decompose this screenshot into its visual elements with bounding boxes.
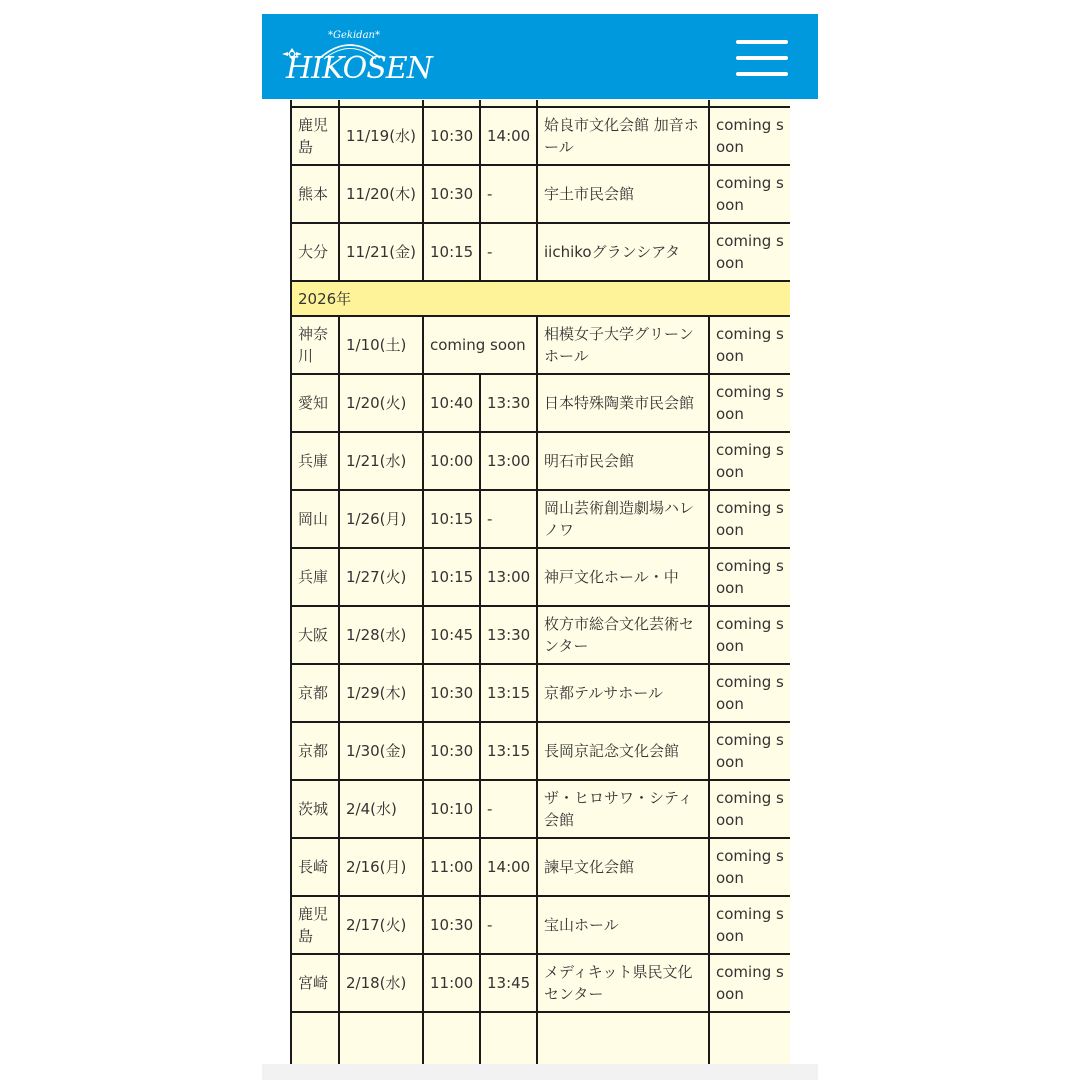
status-cell: coming soon — [709, 316, 790, 374]
time-1-cell: 10:00 — [423, 432, 480, 490]
prefecture-cell: 京都 — [291, 664, 339, 722]
menu-bar-bottom — [736, 72, 788, 76]
venue-cell: iichikoグランシアタ — [537, 223, 709, 281]
year-header-row — [291, 281, 790, 316]
table-cell — [291, 1012, 339, 1064]
time-2-cell: 13:15 — [480, 664, 537, 722]
table-row — [291, 165, 790, 223]
hamburger-menu-icon — [736, 40, 788, 44]
date-cell: 2/4(水) — [339, 780, 423, 838]
status-cell: coming soon — [709, 780, 790, 838]
table-row — [291, 664, 790, 722]
date-cell: 1/29(木) — [339, 664, 423, 722]
status-cell: coming soon — [709, 107, 790, 165]
time-2-cell: 13:00 — [480, 432, 537, 490]
time-1-cell: 11:00 — [423, 838, 480, 896]
venue-cell: 岡山芸術創造劇場ハレノワ — [537, 490, 709, 548]
venue-cell: 神戸文化ホール・中 — [537, 548, 709, 606]
prefecture-cell: 鹿児島 — [291, 896, 339, 954]
time-1-cell: 10:15 — [423, 223, 480, 281]
time-2-cell: 13:15 — [480, 722, 537, 780]
table-row — [291, 954, 790, 1012]
time-2-cell: 13:30 — [480, 374, 537, 432]
time-1-cell: 10:30 — [423, 896, 480, 954]
time-2-cell: 13:45 — [480, 954, 537, 1012]
time-2-cell: - — [480, 165, 537, 223]
date-cell: 11/19(水) — [339, 107, 423, 165]
time-1-cell: 10:15 — [423, 548, 480, 606]
venue-cell: 明石市民会館 — [537, 432, 709, 490]
table-cell — [537, 100, 709, 107]
status-cell: coming soon — [709, 374, 790, 432]
venue-cell: 日本特殊陶業市民会館 — [537, 374, 709, 432]
venue-cell: ザ・ヒロサワ・シティ会館 — [537, 780, 709, 838]
time-1-cell: 11:00 — [423, 954, 480, 1012]
status-cell: coming soon — [709, 664, 790, 722]
date-cell: 2/17(火) — [339, 896, 423, 954]
time-2-cell: - — [480, 490, 537, 548]
table-cell — [480, 1012, 537, 1064]
prefecture-cell: 京都 — [291, 722, 339, 780]
table-row — [291, 316, 790, 374]
status-cell: coming soon — [709, 165, 790, 223]
table-cell — [709, 1012, 790, 1064]
date-cell: 11/21(金) — [339, 223, 423, 281]
time-1-cell: 10:30 — [423, 722, 480, 780]
table-row — [291, 490, 790, 548]
table-row — [291, 432, 790, 490]
time-2-cell: 14:00 — [480, 107, 537, 165]
date-cell: 1/30(金) — [339, 722, 423, 780]
table-cell — [537, 1012, 709, 1064]
date-cell: 11/20(木) — [339, 165, 423, 223]
time-cell-merged: coming soon — [423, 316, 537, 374]
table-cell — [709, 100, 790, 107]
table-cell — [480, 100, 537, 107]
time-2-cell: - — [480, 896, 537, 954]
venue-cell: 相模女子大学グリーンホール — [537, 316, 709, 374]
table-cell — [339, 100, 423, 107]
phone-screen — [262, 14, 818, 1064]
time-1-cell: 10:30 — [423, 664, 480, 722]
prefecture-cell: 長崎 — [291, 838, 339, 896]
prefecture-cell: 大分 — [291, 223, 339, 281]
time-2-cell: 14:00 — [480, 838, 537, 896]
status-cell: coming soon — [709, 896, 790, 954]
date-cell: 1/28(水) — [339, 606, 423, 664]
date-cell: 2/16(月) — [339, 838, 423, 896]
time-1-cell: 10:40 — [423, 374, 480, 432]
time-1-cell: 10:15 — [423, 490, 480, 548]
table-row — [291, 374, 790, 432]
status-cell: coming soon — [709, 722, 790, 780]
status-cell: coming soon — [709, 223, 790, 281]
time-1-cell: 10:30 — [423, 165, 480, 223]
time-2-cell: 13:00 — [480, 548, 537, 606]
prefecture-cell: 愛知 — [291, 374, 339, 432]
status-cell: coming soon — [709, 548, 790, 606]
year-label: 2026年 — [291, 281, 790, 316]
prefecture-cell: 熊本 — [291, 165, 339, 223]
status-cell: coming soon — [709, 432, 790, 490]
table-row — [291, 896, 790, 954]
schedule-table-wrapper[interactable] — [290, 100, 790, 1064]
venue-cell: 諫早文化会館 — [537, 838, 709, 896]
date-cell: 1/27(火) — [339, 548, 423, 606]
table-row-partial — [291, 1012, 790, 1064]
venue-cell: 宇土市民会館 — [537, 165, 709, 223]
table-row — [291, 223, 790, 281]
bottom-bar — [262, 1064, 818, 1080]
prefecture-cell: 兵庫 — [291, 548, 339, 606]
venue-cell: 姶良市文化会館 加音ホール — [537, 107, 709, 165]
time-1-cell: 10:30 — [423, 107, 480, 165]
status-cell: coming soon — [709, 838, 790, 896]
logo-subtitle: *Gekidan* — [328, 30, 380, 41]
time-1-cell: 10:45 — [423, 606, 480, 664]
status-cell: coming soon — [709, 606, 790, 664]
prefecture-cell: 兵庫 — [291, 432, 339, 490]
table-row — [291, 107, 790, 165]
site-logo[interactable] — [280, 28, 432, 88]
prefecture-cell: 宮崎 — [291, 954, 339, 1012]
venue-cell: メディキット県民文化センター — [537, 954, 709, 1012]
time-2-cell: - — [480, 223, 537, 281]
table-row — [291, 722, 790, 780]
status-cell: coming soon — [709, 954, 790, 1012]
prefecture-cell: 茨城 — [291, 780, 339, 838]
date-cell: 1/20(火) — [339, 374, 423, 432]
time-2-cell: - — [480, 780, 537, 838]
prefecture-cell: 鹿児島 — [291, 107, 339, 165]
site-header — [262, 14, 818, 99]
logo-title: HIKOSEN — [286, 51, 432, 86]
table-row — [291, 548, 790, 606]
table-cell — [339, 1012, 423, 1064]
prefecture-cell: 神奈川 — [291, 316, 339, 374]
table-row — [291, 780, 790, 838]
table-cell — [291, 100, 339, 107]
date-cell: 1/26(月) — [339, 490, 423, 548]
time-2-cell: 13:30 — [480, 606, 537, 664]
date-cell: 2/18(水) — [339, 954, 423, 1012]
venue-cell: 長岡京記念文化会館 — [537, 722, 709, 780]
menu-bar-middle — [736, 56, 788, 60]
date-cell: 1/21(水) — [339, 432, 423, 490]
hamburger-menu-button[interactable] — [734, 38, 790, 78]
date-cell: 1/10(土) — [339, 316, 423, 374]
schedule-table — [290, 100, 790, 1064]
table-row — [291, 606, 790, 664]
table-row — [291, 838, 790, 896]
table-cell — [423, 100, 480, 107]
prefecture-cell: 大阪 — [291, 606, 339, 664]
table-cell — [423, 1012, 480, 1064]
status-cell: coming soon — [709, 490, 790, 548]
venue-cell: 宝山ホール — [537, 896, 709, 954]
prefecture-cell: 岡山 — [291, 490, 339, 548]
time-1-cell: 10:10 — [423, 780, 480, 838]
venue-cell: 京都テルサホール — [537, 664, 709, 722]
venue-cell: 枚方市総合文化芸術センター — [537, 606, 709, 664]
table-row-partial — [291, 100, 790, 107]
